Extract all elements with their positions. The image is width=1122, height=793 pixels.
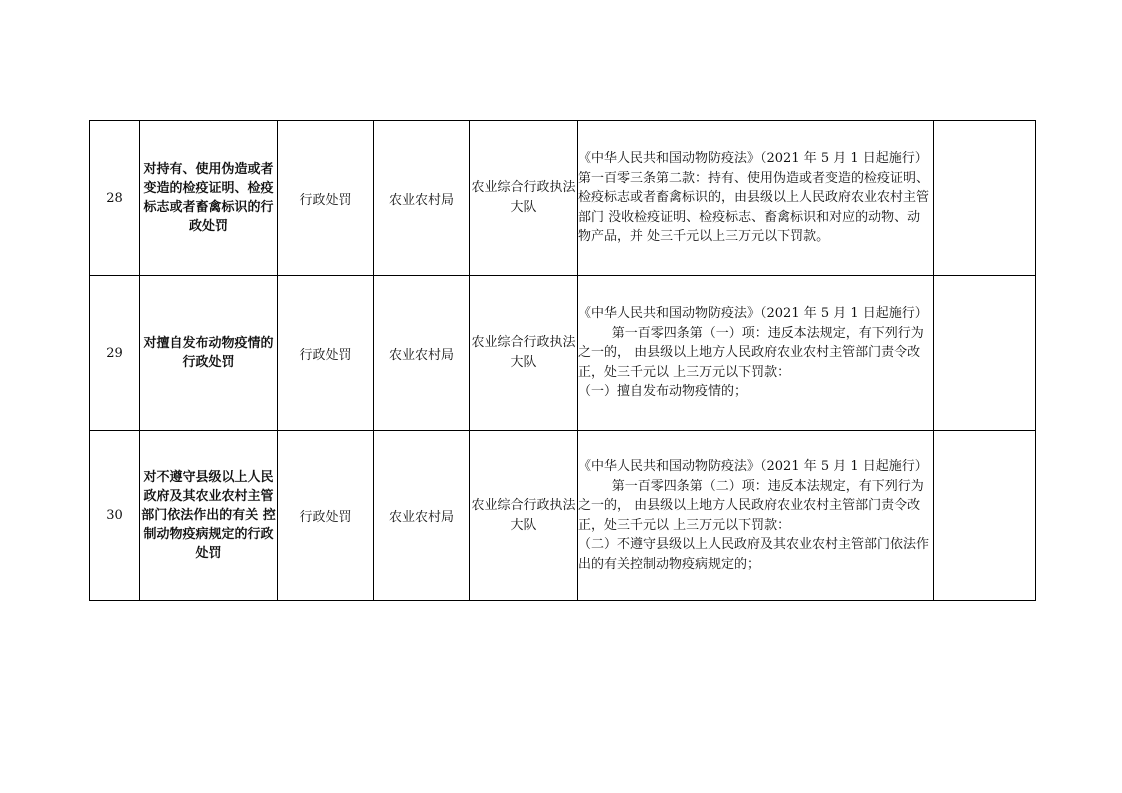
basis-law: 《中华人民共和国动物防疫法》（2021 年 5 月 1 日起施行） xyxy=(578,151,928,167)
item-type: 行政处罚 xyxy=(278,431,374,601)
legal-basis xyxy=(578,121,934,276)
basis-law: 《中华人民共和国动物防疫法》（2021 年 5 月 1 日起施行） xyxy=(578,459,928,474)
row-number: 29 xyxy=(90,276,140,431)
department: 农业农村局 xyxy=(374,431,470,601)
item-type: 行政处罚 xyxy=(278,276,374,431)
enforcement-unit: 农业综合行政执法大队 xyxy=(470,276,578,431)
basis-item: （一）擅自发布动物疫情的； xyxy=(578,384,748,400)
basis-clause: 第一百零四条第（二）项：违反本法规定，有下列行为之一的， 由县级以上地方人民政府农业农村主管部门责令改正，处三千元以 上三万元以下罚款： xyxy=(578,478,924,533)
basis-clause: 第一百零三条第二款：持有、使用伪造或者变造的检疫证明、 检疫标志或者畜禽标识的，由县级以上人民政府农业农村主管部门 没收检疫证明、检疫标志、畜禽标识和对应的动物、动物产品，并 处三千元以上三万元以下罚款。 xyxy=(578,170,930,245)
legal-basis xyxy=(578,431,934,601)
item-name: 对持有、使用伪造或者变造的检疫证明、检疫标志或者畜禽标识的行政处罚 xyxy=(140,121,278,276)
row-number: 30 xyxy=(90,431,140,601)
item-name: 对不遵守县级以上人民政府及其农业农村主管部门依法作出的有关 控制动物疫病规定的行政处罚 xyxy=(140,431,278,601)
basis-clause: 第一百零四条第（一）项：违反本法规定，有下列行为之一的， 由县级以上地方人民政府农业农村主管部门责令改正，处三千元以 上三万元以下罚款： xyxy=(578,325,924,380)
table-row xyxy=(90,431,1036,601)
enforcement-unit: 农业综合行政执法大队 xyxy=(470,121,578,276)
note-cell xyxy=(934,121,1036,276)
table-row xyxy=(90,121,1036,276)
basis-item: （二）不遵守县级以上人民政府及其农业农村主管部门依法作 出的有关控制动物疫病规定的； xyxy=(578,537,930,572)
item-type: 行政处罚 xyxy=(278,121,374,276)
basis-law: 《中华人民共和国动物防疫法》（2021 年 5 月 1 日起施行） xyxy=(578,306,928,322)
row-number: 28 xyxy=(90,121,140,276)
penalty-table xyxy=(89,120,1036,601)
department: 农业农村局 xyxy=(374,121,470,276)
legal-basis xyxy=(578,276,934,431)
department: 农业农村局 xyxy=(374,276,470,431)
table-row xyxy=(90,276,1036,431)
enforcement-unit: 农业综合行政执法大队 xyxy=(470,431,578,601)
note-cell xyxy=(934,276,1036,431)
item-name: 对擅自发布动物疫情的行政处罚 xyxy=(140,276,278,431)
note-cell xyxy=(934,431,1036,601)
